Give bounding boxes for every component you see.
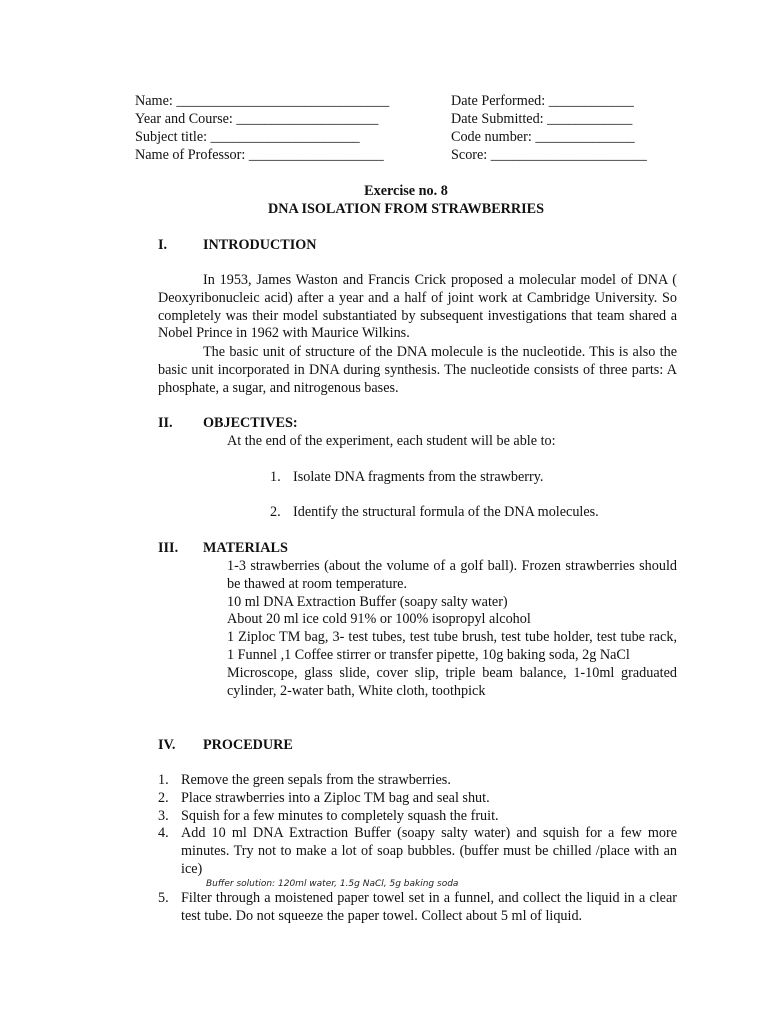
step-text: Squish for a few minutes to completely squash the fruit.: [181, 807, 499, 824]
field-blank: ______________________________: [176, 93, 390, 109]
field-blank: _____________________: [210, 129, 360, 145]
materials-item: 1 Ziploc TM bag, 3- test tubes, test tube brush, test tube holder, test tube rack, 1 Funnel ,1 Coffee stirrer or transfer pipette, 10g baking soda, 2g NaCl: [227, 629, 677, 663]
subject-title-field[interactable]: [135, 129, 389, 147]
objectives-lead: At the end of the experiment, each student will be able to:: [227, 433, 556, 449]
step-number: 5.: [158, 889, 169, 906]
field-label: Name:: [135, 93, 173, 109]
section-number: III.: [158, 540, 179, 556]
score-field[interactable]: [451, 147, 647, 165]
section-number: II.: [158, 415, 173, 431]
materials-item: Microscope, glass slide, cover slip, triple beam balance, 1-10ml graduated cylinder, 2-water bath, White cloth, toothpick: [227, 664, 677, 699]
header-right-fields: [451, 93, 647, 165]
item-text: Isolate DNA fragments from the strawberry.: [293, 469, 544, 485]
procedure-step: [158, 808, 677, 826]
code-number-field[interactable]: [451, 129, 647, 147]
name-field[interactable]: [135, 93, 389, 111]
materials-heading: MATERIALS: [203, 540, 288, 556]
objective-item: [270, 469, 543, 487]
field-blank: ______________: [535, 129, 635, 145]
introduction-paragraph-2: The basic unit of structure of the DNA molecule is the nucleotide. This is also the basic unit incorporated in DNA during synthesis. The nucleotide consists of three parts: A phosphate, a sugar, and nitrogenous bases.: [158, 344, 677, 396]
item-number: 1.: [270, 469, 281, 485]
header-left-fields: [135, 93, 389, 165]
objective-item: [270, 504, 599, 522]
procedure-step: [158, 790, 677, 808]
exercise-title: DNA ISOLATION FROM STRAWBERRIES: [267, 201, 545, 217]
section-number: IV.: [158, 737, 176, 753]
item-number: 2.: [270, 504, 281, 520]
introduction-heading: INTRODUCTION: [203, 237, 317, 253]
materials-item: 10 ml DNA Extraction Buffer (soapy salty water): [227, 593, 508, 610]
field-label: Date Submitted:: [451, 111, 544, 127]
item-text: Identify the structural formula of the DNA molecules.: [293, 504, 599, 520]
step-text: Add 10 ml DNA Extraction Buffer (soapy salty water) and squish for a few more minutes. Try not to make a lot of soap bubbles. (buffer must be chilled /place with an ice): [181, 825, 677, 877]
field-label: Subject title:: [135, 129, 208, 145]
step-text: Remove the green sepals from the strawberries.: [181, 772, 451, 788]
year-course-field[interactable]: [135, 111, 389, 129]
buffer-solution-note: Buffer solution: 120ml water, 1.5g NaCl, 5g baking soda: [206, 878, 459, 889]
field-label: Date Performed:: [451, 93, 546, 109]
field-label: Score:: [451, 147, 488, 163]
field-label: Code number:: [451, 129, 532, 145]
field-label: Year and Course:: [135, 111, 233, 127]
step-number: 2.: [158, 789, 169, 806]
section-number: I.: [158, 237, 168, 253]
step-number: 3.: [158, 807, 169, 824]
field-blank: ____________: [548, 93, 634, 109]
materials-item: About 20 ml ice cold 91% or 100% isopropyl alcohol: [227, 611, 531, 628]
field-blank: ______________________: [490, 147, 647, 163]
procedure-step: [158, 825, 677, 878]
field-label: Name of Professor:: [135, 147, 246, 163]
field-blank: ___________________: [248, 147, 384, 163]
objectives-heading: OBJECTIVES:: [203, 415, 298, 431]
procedure-list: [158, 772, 677, 925]
field-blank: ____________: [547, 111, 633, 127]
exercise-label: Exercise no. 8: [364, 183, 448, 199]
materials-list: [227, 558, 677, 700]
step-number: 1.: [158, 772, 169, 788]
materials-item: 1-3 strawberries (about the volume of a golf ball). Frozen strawberries should be thawed at room temperature.: [227, 558, 677, 592]
procedure-step: [158, 772, 677, 790]
procedure-heading: PROCEDURE: [203, 737, 293, 753]
step-text: Place strawberries into a Ziploc TM bag and seal shut.: [181, 789, 490, 806]
date-performed-field[interactable]: [451, 93, 647, 111]
professor-name-field[interactable]: [135, 147, 389, 165]
step-text: Filter through a moistened paper towel set in a funnel, and collect the liquid in a clear test tube. Do not squeeze the paper towel. Collect about 5 ml of liquid.: [181, 889, 677, 924]
date-submitted-field[interactable]: [451, 111, 647, 129]
step-number: 4.: [158, 825, 169, 842]
procedure-step: [158, 890, 677, 926]
introduction-paragraph-1: In 1953, James Waston and Francis Crick proposed a molecular model of DNA ( Deoxyribonucleic acid) after a year and a half of joint work at Cambridge University. So completely was their model substantiated by subsequent investigations that team shared a Nobel Prince in 1962 with Maurice Wilkins.: [158, 272, 677, 342]
field-blank: ____________________: [236, 111, 379, 127]
